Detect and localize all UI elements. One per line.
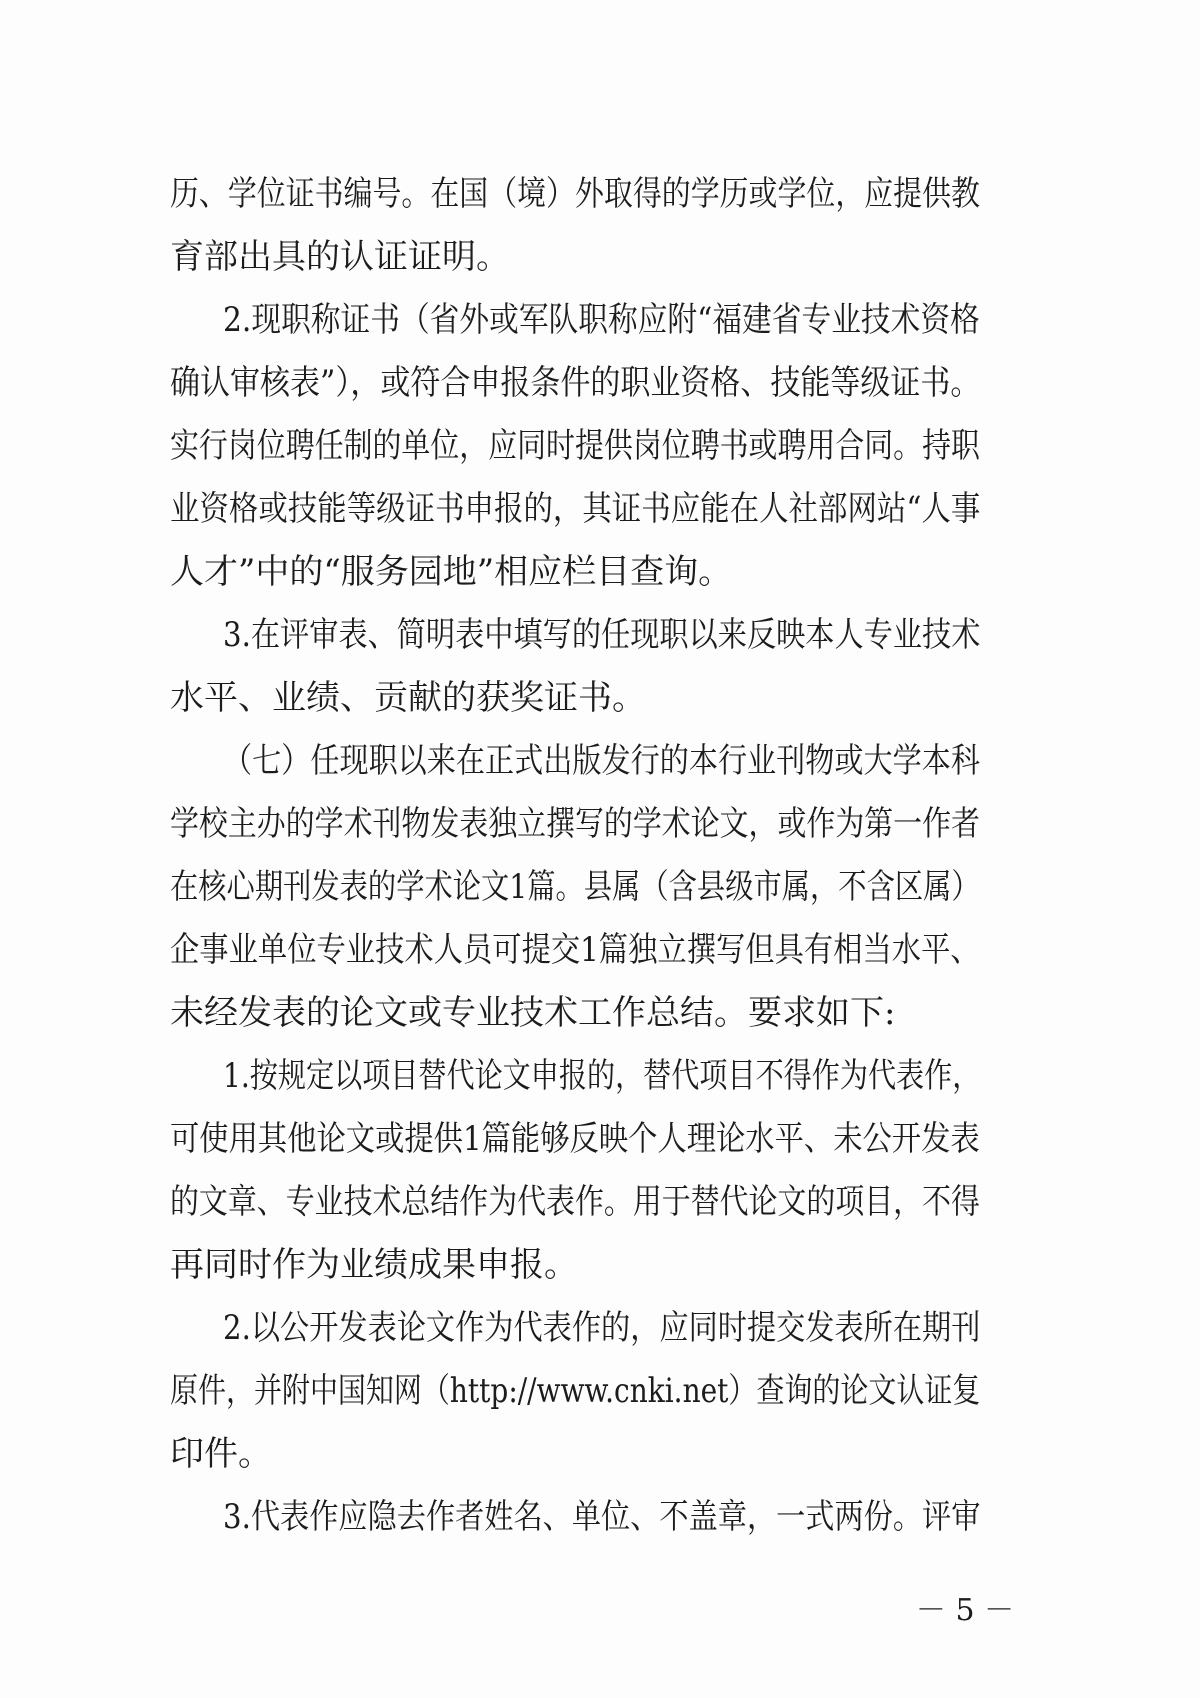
text-line: 3.代表作应隐去作者姓名、单位、不盖章，一式两份。评审 xyxy=(223,1497,981,1537)
text-line: 未经发表的论文或专业技术工作总结。要求如下: xyxy=(170,993,896,1033)
text-line: （七）任现职以来在正式出版发行的本行业刊物或大学本科 xyxy=(223,741,980,781)
text-line: 育部出具的认证证明。 xyxy=(170,237,510,277)
text-line: 确认审核表”），或符合申报条件的职业资格、技能等级证书。 xyxy=(170,363,981,403)
text-line: 人才”中的“服务园地”相应栏目查询。 xyxy=(170,552,733,592)
text-line: 3.在评审表、简明表中填写的任现职以来反映本人专业技术 xyxy=(223,615,981,655)
text-line: 业资格或技能等级证书申报的，其证书应能在人社部网站“人事 xyxy=(170,489,981,529)
text-line: 在核心期刊发表的学术论文1篇。县属（含县级市属，不含区属） xyxy=(170,867,980,907)
text-line: 2.现职称证书（省外或军队职称应附“福建省专业技术资格 xyxy=(223,300,980,340)
text-line: 的文章、专业技术总结作为代表作。用于替代论文的项目，不得 xyxy=(170,1182,980,1222)
text-line: 原件，并附中国知网（http://www.cnki.net）查询的论文认证复 xyxy=(170,1371,981,1411)
text-line: 1.按规定以项目替代论文申报的，替代项目不得作为代表作， xyxy=(223,1056,981,1096)
text-line: 2.以公开发表论文作为代表作的，应同时提交发表所在期刊 xyxy=(223,1308,981,1348)
text-line: 可使用其他论文或提供1篇能够反映个人理论水平、未公开发表 xyxy=(170,1119,980,1159)
page-number: － 5 － xyxy=(915,1593,1015,1628)
text-line: 历、学位证书编号。在国（境）外取得的学历或学位，应提供教 xyxy=(170,174,980,214)
text-line: 企事业单位专业技术人员可提交1篇独立撰写但具有相当水平、 xyxy=(170,930,980,970)
text-line: 再同时作为业绩成果申报。 xyxy=(170,1245,578,1285)
text-line: 印件。 xyxy=(170,1434,272,1474)
text-line: 实行岗位聘任制的单位，应同时提供岗位聘书或聘用合同。持职 xyxy=(170,426,980,466)
text-line: 学校主办的学术刊物发表独立撰写的学术论文，或作为第一作者 xyxy=(170,804,980,844)
text-line: 水平、业绩、贡献的获奖证书。 xyxy=(170,678,646,718)
